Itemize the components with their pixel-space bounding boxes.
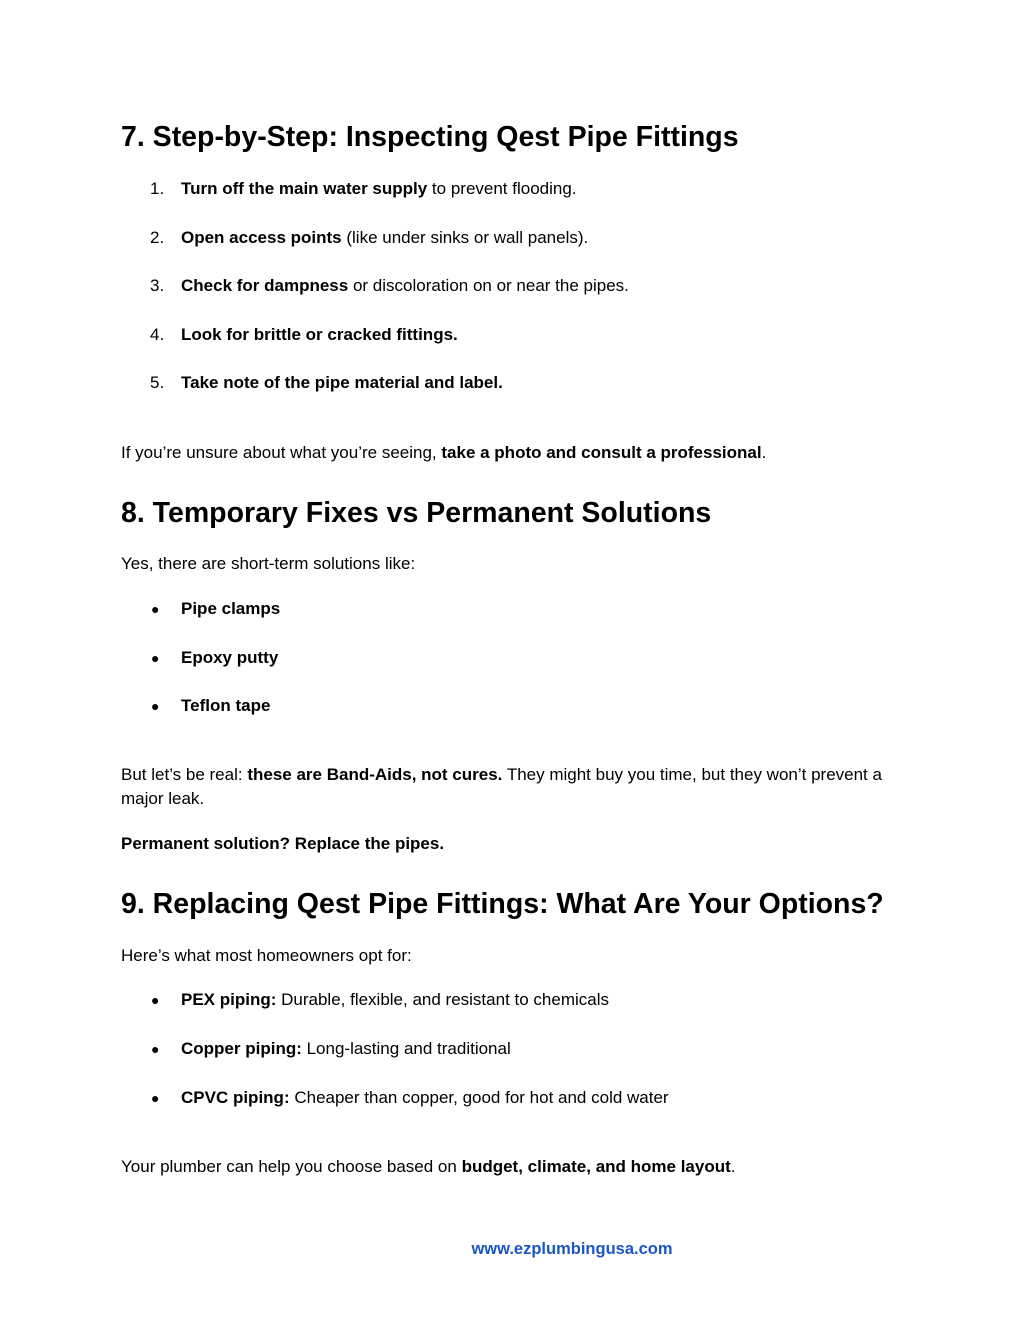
step-bold-text: Turn off the main water supply xyxy=(181,179,428,198)
step-number: 1. xyxy=(150,179,165,198)
list-item-text: Pipe clamps xyxy=(181,599,281,618)
option-bold-text: PEX piping: xyxy=(181,990,277,1009)
option-bold-text: Copper piping: xyxy=(181,1039,302,1058)
closing-text-end: . xyxy=(761,443,767,462)
bullet-icon: ● xyxy=(151,650,160,666)
step-number: 2. xyxy=(150,228,165,247)
section-8-heading: 8. Temporary Fixes vs Permanent Solutions xyxy=(121,497,712,529)
section-8-permanent xyxy=(121,832,901,856)
step-bold-text: Look for brittle or cracked fittings. xyxy=(181,325,458,344)
reality-bold-text: these are Band-Aids, not cures. xyxy=(247,765,503,784)
step-text: or discoloration on or near the pipes. xyxy=(348,276,629,295)
step-number: 3. xyxy=(150,276,165,295)
section-8-reality xyxy=(121,763,901,811)
bullet-icon: ● xyxy=(151,1041,160,1057)
reality-text: But let’s be real: xyxy=(121,765,248,784)
bullet-icon: ● xyxy=(151,992,160,1008)
step-bold-text: Open access points xyxy=(181,228,342,247)
list-item-text: Epoxy putty xyxy=(181,648,279,667)
step-text: to prevent flooding. xyxy=(427,179,577,198)
option-text: Durable, flexible, and resistant to chemicals xyxy=(276,990,609,1009)
section-9-intro: Here’s what most homeowners opt for: xyxy=(121,946,412,965)
option-text: Long-lasting and traditional xyxy=(301,1039,511,1058)
website-link[interactable]: www.ezplumbingusa.com xyxy=(471,1240,673,1258)
closing-bold-text: budget, climate, and home layout xyxy=(461,1157,731,1176)
step-bold-text: Take note of the pipe material and label. xyxy=(181,373,503,392)
list-item-text: Teflon tape xyxy=(181,696,271,715)
closing-text: Your plumber can help you choose based on xyxy=(121,1157,462,1176)
option-text: Cheaper than copper, good for hot and cold water xyxy=(289,1088,669,1107)
bullet-icon: ● xyxy=(151,601,160,617)
section-9-closing xyxy=(121,1155,901,1179)
step-number: 4. xyxy=(150,325,165,344)
step-text: (like under sinks or wall panels). xyxy=(341,228,589,247)
section-7-heading: 7. Step-by-Step: Inspecting Qest Pipe Fittings xyxy=(121,121,739,153)
reality-text-end: They might buy you time, but they won’t prevent a major leak. xyxy=(121,765,882,808)
permanent-bold-text: Permanent solution? Replace the pipes. xyxy=(121,834,445,853)
closing-text: If you’re unsure about what you’re seeing, xyxy=(121,443,442,462)
section-9-heading: 9. Replacing Qest Pipe Fittings: What Are Your Options? xyxy=(121,888,884,920)
step-bold-text: Check for dampness xyxy=(181,276,349,295)
closing-bold-text: take a photo and consult a professional xyxy=(441,443,762,462)
bullet-icon: ● xyxy=(151,1090,160,1106)
step-number: 5. xyxy=(150,373,165,392)
closing-text-end: . xyxy=(730,1157,736,1176)
section-7-closing xyxy=(121,441,901,465)
section-8-intro: Yes, there are short-term solutions like: xyxy=(121,554,416,573)
option-bold-text: CPVC piping: xyxy=(181,1088,290,1107)
bullet-icon: ● xyxy=(151,698,160,714)
